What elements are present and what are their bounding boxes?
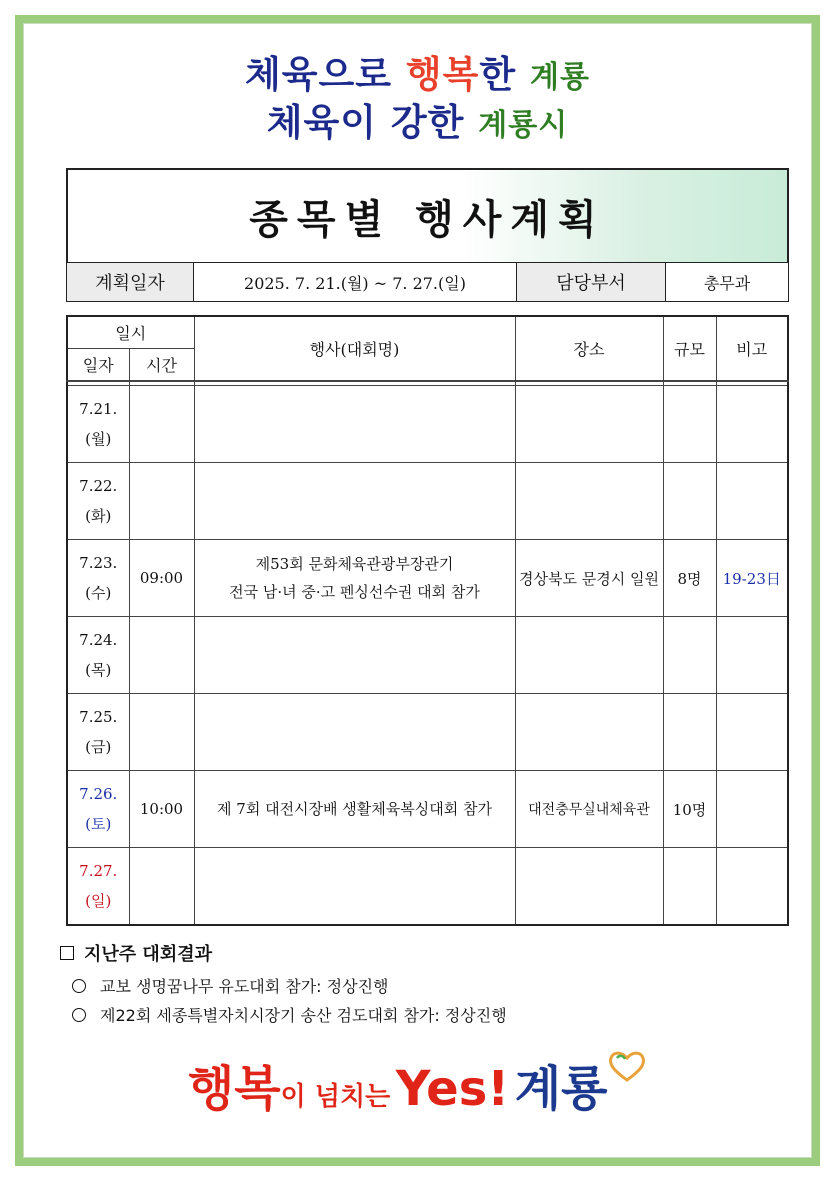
table-row [67,771,788,848]
info-table [66,262,789,302]
event-cell [194,694,515,771]
header-note: 비고 [716,316,788,381]
event-cell: 제 7회 대전시장배 생활체육복싱대회 참가 [194,771,515,848]
place-cell [515,848,663,926]
header-row [67,316,788,349]
header-datetime: 일시 [67,316,194,349]
header-scale: 규모 [663,316,716,381]
day-of-week: (수) [85,584,112,602]
dept-value: 총무과 [666,263,789,302]
note-cell [716,463,788,540]
table-row [67,386,788,463]
logo-text: 이 넘치는 [280,1082,391,1112]
dept-label: 담당부서 [517,263,666,302]
result-text: 제22회 세종특별자치시장기 송산 검도대회 참가: 정상진행 [100,1006,507,1025]
event-cell [194,617,515,694]
slogan-word: 강한 [390,101,479,144]
table-row [67,694,788,771]
heart-icon [607,1050,647,1084]
list-item [72,974,507,997]
logo-text: 행복 [187,1061,281,1117]
place-cell [515,386,663,463]
scale-cell: 8명 [663,540,716,617]
day-of-week: (월) [85,430,112,448]
slogan-word: 계룡시 [478,108,569,143]
slogan-word: 체육 [266,101,341,144]
time-cell [129,694,194,771]
circle-bullet-icon [72,1008,86,1022]
table-row [67,848,788,926]
event-cell: 제53회 문화체육관광부장관기 전국 남·녀 중·고 펜싱선수권 대회 참가 [194,540,515,617]
results-heading-text: 지난주 대회결과 [84,944,212,965]
event-cell [194,848,515,926]
header-date: 일자 [67,349,129,382]
result-text: 교보 생명꿈나무 유도대회 참가: 정상진행 [100,977,389,996]
day-of-week: (금) [85,738,112,756]
note-cell: 19-23日 [716,540,788,617]
logo-text: 계룡 [514,1061,608,1117]
date: 7.26. [79,785,118,803]
slogan-word: 한 [479,53,530,96]
day-of-week: (목) [85,661,112,679]
table-row [67,617,788,694]
plan-date-label: 계획일자 [67,263,194,302]
table-row [67,463,788,540]
slogan-line-2 [0,92,835,146]
time-cell: 09:00 [129,540,194,617]
scale-cell [663,848,716,926]
date-cell [67,463,129,540]
date-cell [67,540,129,617]
date-cell [67,771,129,848]
place-cell: 경상북도 문경시 일원 [515,540,663,617]
place-cell [515,617,663,694]
document-title-box [66,168,789,262]
date: 7.24. [79,631,118,649]
slogan-word: 행복 [405,53,480,96]
place-cell [515,694,663,771]
note-cell [716,771,788,848]
time-cell [129,386,194,463]
scale-cell [663,617,716,694]
last-week-results [60,940,507,1032]
note-cell [716,694,788,771]
document-title: 종목별 행사계획 [249,196,606,243]
place-cell [515,463,663,540]
slogan-word: 체육 [245,53,319,96]
schedule-table [66,315,789,926]
day-of-week: (토) [85,815,112,833]
time-cell [129,617,194,694]
circle-bullet-icon [72,979,86,993]
slogan-word: 계룡 [530,60,590,95]
date: 7.22. [79,477,118,495]
slogan-line-1 [0,44,835,98]
date-cell [67,386,129,463]
day-of-week: (일) [85,892,112,910]
event-cell [194,463,515,540]
header-place: 장소 [515,316,663,381]
date-cell [67,694,129,771]
place-cell: 대전충무실내체육관 [515,771,663,848]
header-event: 행사(대회명) [194,316,515,381]
scale-cell [663,386,716,463]
table-row [67,540,788,617]
plan-date-value: 2025. 7. 21.(월) ~ 7. 27.(일) [194,263,517,302]
note-cell [716,386,788,463]
date: 7.21. [79,400,118,418]
logo-text: Yes! [395,1061,510,1117]
event-cell [194,386,515,463]
time-cell [129,848,194,926]
slogan-word: 으로 [318,53,406,96]
slogan-word: 이 [340,101,391,144]
date-cell [67,848,129,926]
square-bullet-icon [60,946,74,960]
header-time: 시간 [129,349,194,382]
time-cell [129,463,194,540]
note-cell [716,848,788,926]
scale-cell [663,694,716,771]
results-heading [60,940,507,966]
date: 7.23. [79,554,118,572]
city-logo [0,1050,835,1119]
date-cell [67,617,129,694]
scale-cell [663,463,716,540]
day-of-week: (화) [85,507,112,525]
list-item [72,1003,507,1026]
scale-cell: 10명 [663,771,716,848]
note-cell [716,617,788,694]
date: 7.27. [79,862,118,880]
time-cell: 10:00 [129,771,194,848]
date: 7.25. [79,708,118,726]
